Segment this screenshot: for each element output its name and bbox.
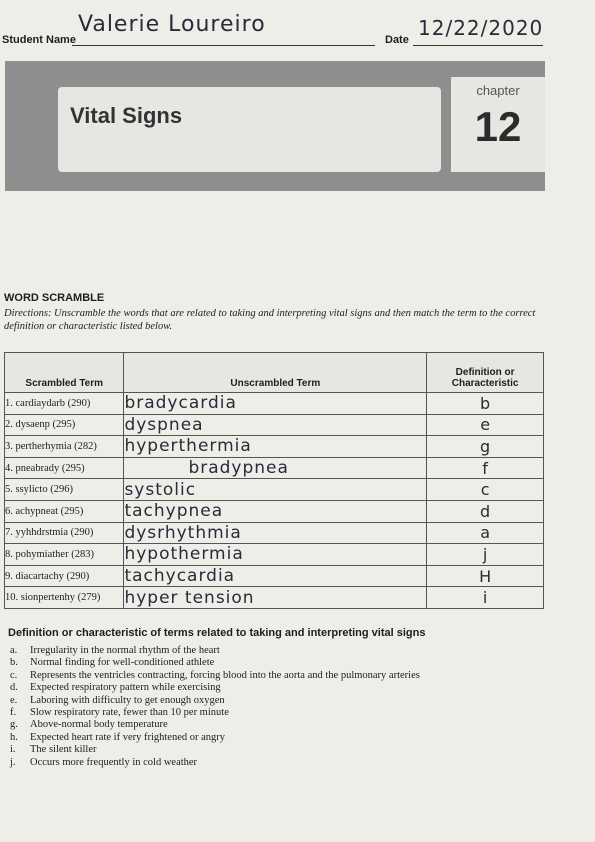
header-definition: Definition or Characteristic	[427, 353, 544, 393]
student-name-line	[72, 45, 375, 46]
chapter-number-box	[451, 77, 545, 172]
table-row	[5, 522, 544, 544]
definition-text: Above-normal body temperature	[30, 719, 168, 731]
definition-key: c.	[10, 669, 18, 681]
definition-text: Occurs more frequently in cold weather	[30, 756, 198, 768]
scrambled-term: 1. cardiaydarb (290)	[5, 393, 124, 415]
definition-key: a.	[10, 645, 18, 656]
scrambled-term: 10. sionpertenhy (279)	[5, 587, 124, 609]
chapter-title: Vital Signs	[70, 103, 183, 128]
list-item	[10, 744, 420, 756]
list-item	[10, 645, 420, 657]
definition-text: The silent killer	[30, 744, 97, 756]
chapter-number: 12	[474, 103, 522, 150]
header-unscrambled: Unscrambled Term	[124, 353, 427, 393]
student-name-value: Valerie Loureiro	[78, 12, 266, 37]
chapter-label: chapter	[476, 83, 520, 98]
list-item	[10, 657, 420, 669]
section-title: WORD SCRAMBLE	[4, 292, 105, 304]
definition-letter: i	[427, 587, 544, 609]
table-row	[5, 479, 544, 501]
scrambled-term: 2. dysaenp (295)	[5, 414, 124, 436]
table-row	[5, 393, 544, 415]
definition-text: Expected heart rate if very frightened or angry	[30, 731, 226, 743]
unscrambled-term: hyper tension	[124, 587, 427, 609]
list-item	[10, 719, 420, 731]
date-label: Date	[385, 34, 409, 46]
list-item	[10, 682, 420, 694]
chapter-title-box	[58, 87, 441, 172]
header	[0, 12, 595, 50]
definition-letter: H	[427, 565, 544, 587]
table-row	[5, 500, 544, 522]
definition-text: Irregularity in the normal rhythm of the heart	[30, 645, 220, 656]
definition-letter: b	[427, 393, 544, 415]
directions	[4, 307, 549, 333]
header-scrambled: Scrambled Term	[5, 353, 124, 393]
list-item	[10, 732, 420, 744]
unscrambled-term: hypothermia	[124, 544, 427, 566]
definition-key: d.	[10, 682, 18, 694]
list-item	[10, 757, 420, 769]
date-value: 12/22/2020	[418, 16, 544, 40]
table-row	[5, 436, 544, 458]
unscrambled-term: dyspnea	[124, 414, 427, 436]
definition-text: Represents the ventricles contracting, forcing blood into the aorta and the pulmonary arteries	[30, 669, 420, 681]
definition-key: e.	[10, 694, 18, 706]
definition-letter: f	[427, 457, 544, 479]
definition-key: j.	[10, 756, 16, 768]
list-item	[10, 670, 420, 682]
table-row	[5, 414, 544, 436]
definition-key: g.	[10, 719, 18, 731]
table-row	[5, 565, 544, 587]
table-row	[5, 457, 544, 479]
definition-key: i.	[10, 744, 16, 756]
student-name-label: Student Name	[2, 34, 76, 46]
table-header-row	[5, 353, 544, 393]
definition-key: b.	[10, 657, 18, 669]
definition-text: Laboring with difficulty to get enough oxygen	[30, 694, 225, 706]
unscrambled-term: tachypnea	[124, 500, 427, 522]
unscrambled-term: dysrhythmia	[124, 522, 427, 544]
chapter-banner	[5, 61, 545, 191]
unscrambled-term: systolic	[124, 479, 427, 501]
scrambled-term: 8. pohymiather (283)	[5, 544, 124, 566]
definition-text: Slow respiratory rate, fewer than 10 per minute	[30, 707, 229, 719]
definition-letter: d	[427, 500, 544, 522]
unscrambled-term: hyperthermia	[124, 436, 427, 458]
definition-letter: g	[427, 436, 544, 458]
date-line	[413, 45, 543, 46]
scrambled-term: 4. pneabrady (295)	[5, 457, 124, 479]
definition-letter: j	[427, 544, 544, 566]
definition-letter: a	[427, 522, 544, 544]
definition-text: Expected respiratory pattern while exercising	[30, 682, 221, 694]
definitions-list	[10, 645, 420, 769]
scrambled-term: 6. achypneat (295)	[5, 500, 124, 522]
word-scramble-table	[4, 352, 544, 609]
unscrambled-term: bradycardia	[124, 393, 427, 415]
definition-letter: c	[427, 479, 544, 501]
definition-letter: e	[427, 414, 544, 436]
definition-key: h.	[10, 731, 18, 743]
unscrambled-term: bradypnea	[124, 457, 427, 479]
scrambled-term: 7. yyhhdrstmia (290)	[5, 522, 124, 544]
scrambled-term: 5. ssylicto (296)	[5, 479, 124, 501]
definition-text: Normal finding for well-conditioned athlete	[30, 657, 215, 669]
definitions-title: Definition or characteristic of terms related to taking and interpreting vital signs	[8, 627, 426, 639]
scrambled-term: 9. diacartachy (290)	[5, 565, 124, 587]
list-item	[10, 695, 420, 707]
table-row	[5, 587, 544, 609]
table-row	[5, 544, 544, 566]
scrambled-term: 3. pertherhymia (282)	[5, 436, 124, 458]
list-item	[10, 707, 420, 719]
definition-key: f.	[10, 707, 17, 719]
directions-text: Directions: Unscramble the words that are related to taking and interpreting vital signs and then match the term to the correct definition or characteristic listed below.	[4, 308, 536, 332]
unscrambled-term: tachycardia	[124, 565, 427, 587]
